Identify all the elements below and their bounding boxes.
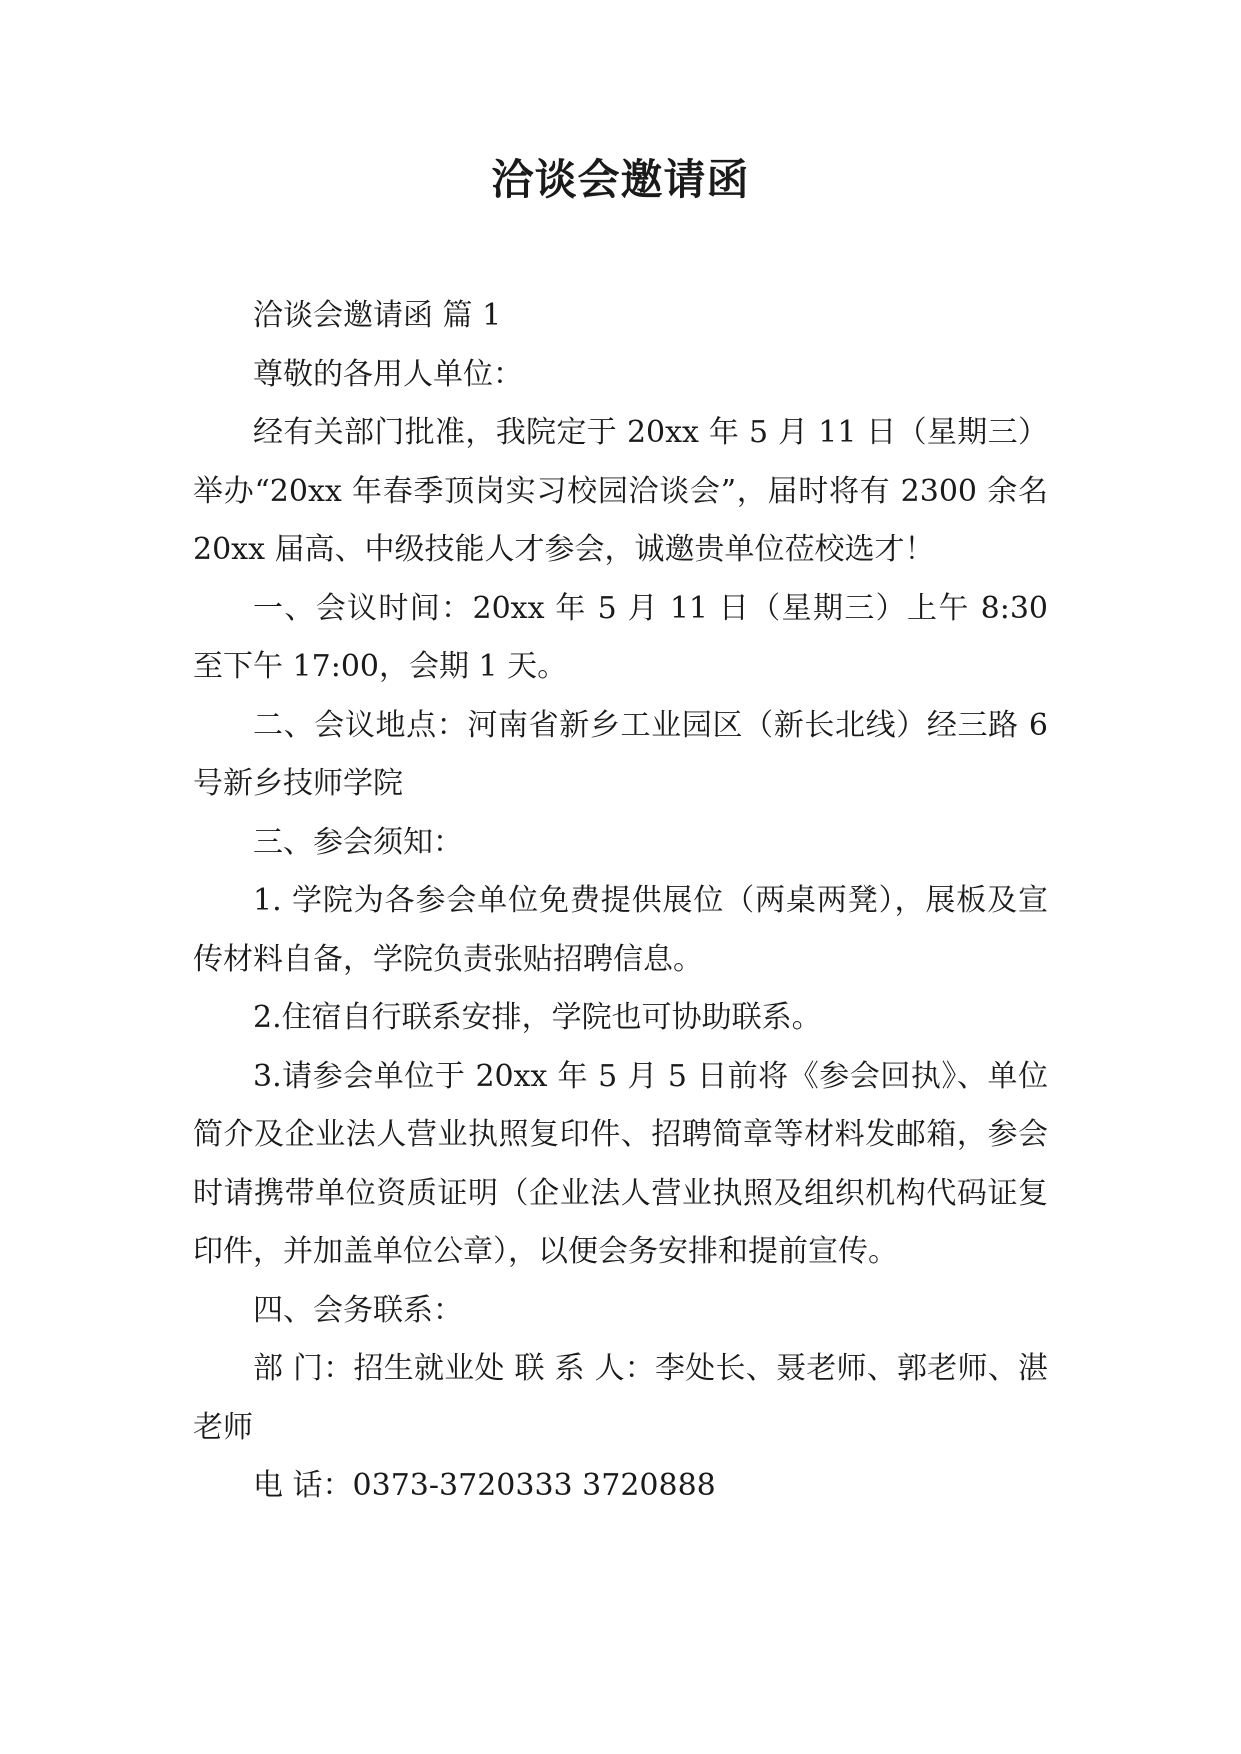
contact-phone: 电 话：0373-3720333 3720888 [253, 1468, 716, 1503]
intro-paragraph: 经有关部门批准，我院定于 20xx 年 5 月 11 日（星期三）举办“20xx 年春季顶岗实习校园洽谈会”，届时将有 2300 余名 20xx 届高、中级技能人才参会，诚邀贵单位莅校选才！ [193, 415, 1048, 567]
meeting-location-paragraph: 二、会议地点：河南省新乡工业园区（新长北线）经三路 6 号新乡技师学院 [193, 707, 1048, 801]
contact-department: 部 门：招生就业处 联 系 人：李处长、聂老师、郭老师、湛老师 [193, 1351, 1048, 1445]
document-body [193, 287, 1048, 1516]
notice-heading: 三、参会须知： [253, 824, 463, 860]
salutation: 尊敬的各用人单位： [253, 356, 523, 392]
meeting-time-paragraph: 一、会议时间：20xx 年 5 月 11 日（星期三）上午 8:30 至下午 17:00，会期 1 天。 [193, 590, 1048, 684]
notice-item-2: 2.住宿自行联系安排，学院也可协助联系。 [253, 1000, 822, 1035]
notice-item-3: 3.请参会单位于 20xx 年 5 月 5 日前将《参会回执》、单位简介及企业法人营业执照复印件、招聘简章等材料发邮箱，参会时请携带单位资质证明（企业法人营业执照及组织机构代码证复印件，并加盖单位公章），以便会务安排和提前宣传。 [193, 1058, 1048, 1269]
contact-heading: 四、会务联系： [253, 1292, 463, 1328]
notice-item-1: 1. 学院为各参会单位免费提供展位（两桌两凳），展板及宣传材料自备，学院负责张贴招聘信息。 [193, 883, 1048, 977]
document-title: 洽谈会邀请函 [491, 155, 750, 204]
section-heading: 洽谈会邀请函 篇 1 [253, 298, 502, 333]
